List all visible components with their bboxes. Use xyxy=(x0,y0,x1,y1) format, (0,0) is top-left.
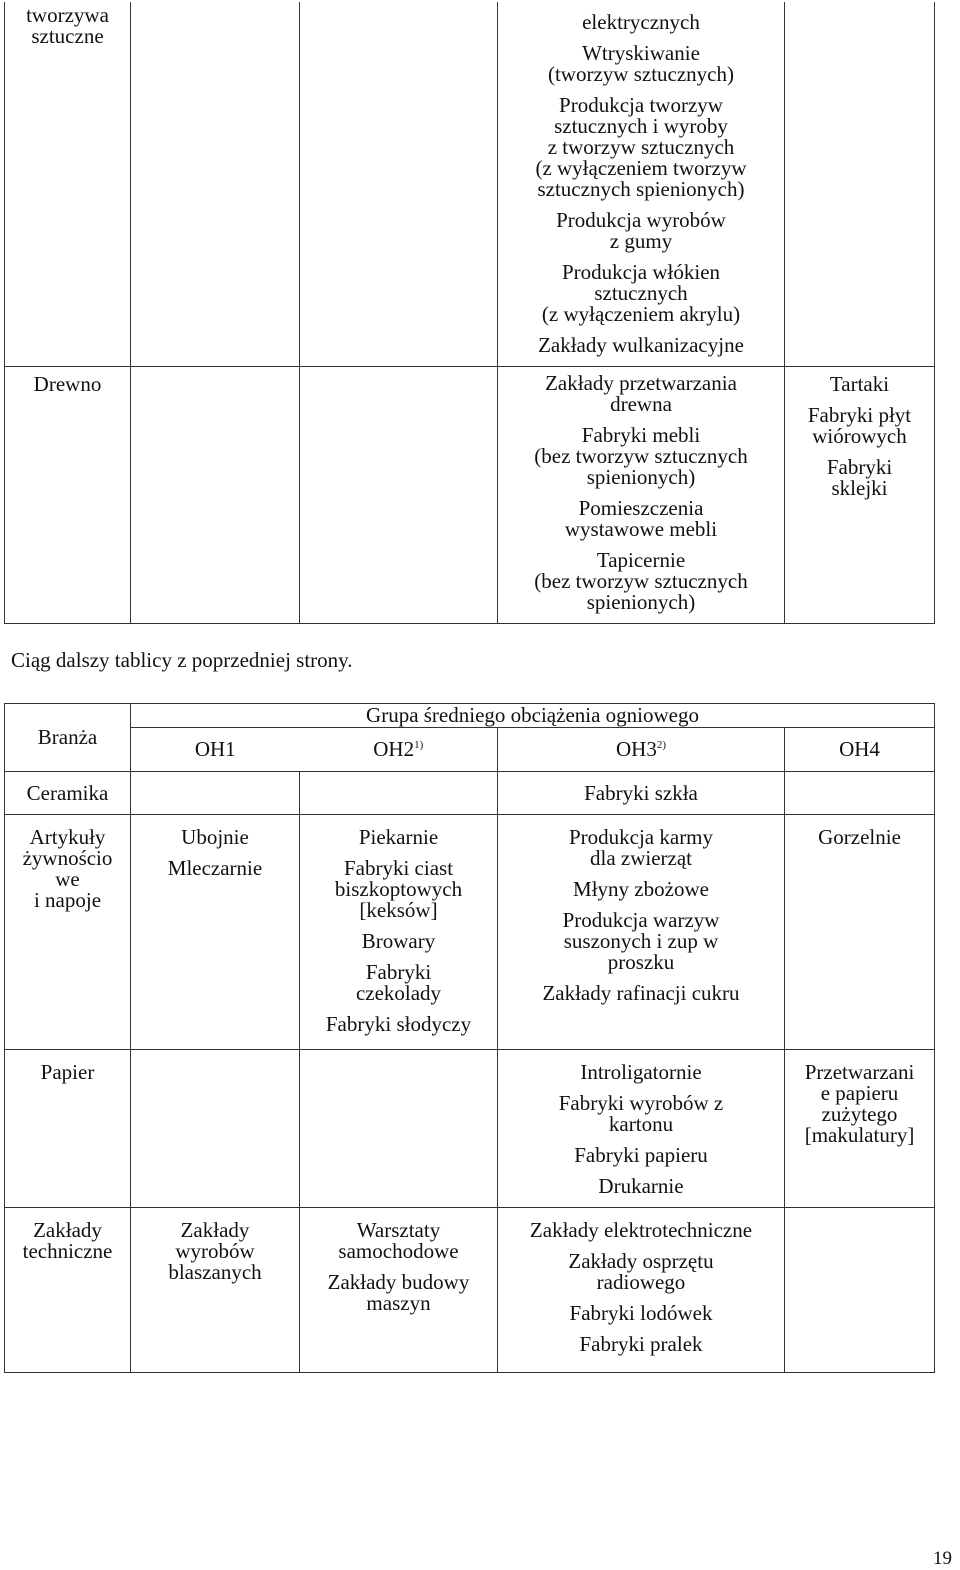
facility-entry-line: z tworzyw sztucznych xyxy=(547,135,735,159)
oh2-cell xyxy=(300,815,498,1050)
facility-entry-line: sztucznych spienionych) xyxy=(537,177,745,201)
table-row xyxy=(5,1050,935,1208)
facility-entry xyxy=(498,335,784,356)
oh1-header xyxy=(131,728,300,772)
facility-entry xyxy=(785,827,934,848)
facility-entry-line: kartonu xyxy=(608,1112,674,1136)
group-header xyxy=(131,704,935,728)
facility-entry-line: Fabryki słodyczy xyxy=(325,1012,472,1036)
table-caption: Ciąg dalszy tablicy z poprzedniej strony. xyxy=(11,648,353,672)
facility-entry xyxy=(785,457,934,499)
facility-entry-line: Fabryki papieru xyxy=(574,1143,708,1167)
facility-entry xyxy=(498,425,784,488)
oh1-cell xyxy=(131,1050,300,1208)
facility-entry xyxy=(498,1093,784,1135)
facility-entry-line: (bez tworzyw sztucznych xyxy=(534,444,748,468)
facility-entry-line: drewna xyxy=(610,392,672,416)
facility-entry-line: elektrycznych xyxy=(582,10,700,34)
oh4-cell xyxy=(785,815,935,1050)
facility-entry xyxy=(498,1251,784,1293)
facility-entry-line: Pomieszczenia xyxy=(578,496,704,520)
oh1-cell xyxy=(131,772,300,815)
facility-entry xyxy=(498,827,784,869)
facility-entry xyxy=(498,262,784,325)
oh4-cell xyxy=(785,1050,935,1208)
cell-text-line: techniczne xyxy=(22,1239,113,1263)
facility-entry xyxy=(131,858,299,879)
branza-cell xyxy=(5,367,131,624)
oh1-cell xyxy=(131,1208,300,1373)
facility-entry-line: Fabryki lodówek xyxy=(569,1301,713,1325)
facility-entry-line: Młyny zbożowe xyxy=(573,877,709,901)
facility-entry xyxy=(131,827,299,848)
oh3-cell xyxy=(498,1050,785,1208)
cell-text-line: sztuczne xyxy=(31,24,104,48)
oh1-cell xyxy=(131,367,300,624)
facility-entry xyxy=(300,858,497,921)
cell-text-line: żywnościo xyxy=(22,846,113,870)
facility-entry-line: e papieru xyxy=(820,1081,899,1105)
facility-entry-line: wiórowych xyxy=(812,424,907,448)
facility-entry-line: Produkcja wyrobów xyxy=(556,208,726,232)
facility-entry xyxy=(300,1272,497,1314)
facility-entry-line: Produkcja karmy xyxy=(568,825,714,849)
oh4-cell xyxy=(785,2,935,367)
oh4-cell xyxy=(785,772,935,815)
table-row xyxy=(5,815,935,1050)
oh2-header-label: OH2 xyxy=(373,737,415,761)
oh3-footnote-mark: 2) xyxy=(656,739,666,751)
table-row xyxy=(5,1208,935,1373)
facility-entry-line: Zakłady przetwarzania xyxy=(545,371,737,395)
oh3-header xyxy=(498,728,785,772)
facility-entry xyxy=(785,1062,934,1146)
facility-entry-line: czekolady xyxy=(355,981,442,1005)
facility-entry-line: Tartaki xyxy=(829,372,890,396)
facility-entry-line: z gumy xyxy=(609,229,673,253)
table-row xyxy=(5,2,935,367)
facility-entry-line: wystawowe mebli xyxy=(564,517,718,541)
facility-entry-line: Zakłady xyxy=(180,1218,250,1242)
facility-entry xyxy=(498,983,784,1004)
oh1-header-label: OH1 xyxy=(194,737,236,761)
facility-entry xyxy=(498,783,784,804)
facility-entry xyxy=(300,962,497,1004)
facility-entry xyxy=(131,1220,299,1283)
facility-entry-line: Zakłady osprzętu xyxy=(568,1249,714,1273)
facility-entry-line: proszku xyxy=(607,950,675,974)
facility-entry-line: Warsztaty xyxy=(356,1218,441,1242)
facility-entry xyxy=(498,43,784,85)
fire-load-table xyxy=(4,703,935,1373)
facility-entry-line: [makulatury] xyxy=(804,1123,915,1147)
facility-entry-line: biszkoptowych xyxy=(334,877,463,901)
cell-text-line: Artykuły xyxy=(29,825,106,849)
facility-entry xyxy=(498,1303,784,1324)
branza-cell xyxy=(5,772,131,815)
facility-entry-line: (z wyłączeniem tworzyw xyxy=(535,156,747,180)
facility-entry-line: Produkcja tworzyw xyxy=(559,93,723,117)
oh4-header xyxy=(785,728,935,772)
facility-entry-line: Przetwarzani xyxy=(804,1060,915,1084)
facility-entry-line: Zakłady budowy xyxy=(327,1270,470,1294)
facility-entry-line: Fabryki pralek xyxy=(579,1332,703,1356)
oh2-cell xyxy=(300,2,498,367)
facility-entry xyxy=(300,827,497,848)
facility-entry-line: sklejki xyxy=(831,476,888,500)
oh3-cell xyxy=(498,815,785,1050)
branza-cell xyxy=(5,1208,131,1373)
facility-entry xyxy=(785,405,934,447)
oh2-cell xyxy=(300,367,498,624)
cell-text-line: Papier xyxy=(40,1060,95,1084)
facility-entry-line: Introligatornie xyxy=(580,1060,702,1084)
header-row xyxy=(5,728,935,772)
facility-entry xyxy=(498,498,784,540)
branza-cell xyxy=(5,1050,131,1208)
facility-entry xyxy=(498,910,784,973)
oh2-header xyxy=(300,728,498,772)
facility-entry-line: Tapicernie xyxy=(596,548,686,572)
facility-entry-line: Produkcja warzyw xyxy=(562,908,720,932)
oh4-cell xyxy=(785,367,935,624)
cell-text-line: tworzywa xyxy=(26,3,109,27)
table-row xyxy=(5,367,935,624)
facility-entry-line: Browary xyxy=(361,929,436,953)
branza-header xyxy=(5,704,131,772)
facility-entry-line: blaszanych xyxy=(168,1260,262,1284)
facility-entry xyxy=(498,1220,784,1241)
oh3-cell xyxy=(498,367,785,624)
facility-entry xyxy=(300,931,497,952)
facility-entry xyxy=(785,374,934,395)
facility-entry-line: (tworzyw sztucznych) xyxy=(547,62,734,86)
facility-entry-line: Fabryki xyxy=(365,960,432,984)
facility-entry xyxy=(498,550,784,613)
facility-entry xyxy=(300,1220,497,1262)
facility-entry xyxy=(498,1145,784,1166)
facility-entry-line: Mleczarnie xyxy=(167,856,263,880)
facility-entry xyxy=(498,1062,784,1083)
oh2-cell xyxy=(300,1208,498,1373)
oh1-cell xyxy=(131,815,300,1050)
cell-text-line: Drewno xyxy=(33,372,102,396)
group-header-label: Grupa średniego obciążenia ogniowego xyxy=(366,703,699,727)
facility-entry-line: samochodowe xyxy=(338,1239,459,1263)
oh3-header-label: OH3 xyxy=(615,737,657,761)
table-row xyxy=(5,772,935,815)
facility-entry-line: Fabryki xyxy=(826,455,893,479)
facility-entry-line: Produkcja włókien xyxy=(561,260,721,284)
branza-cell xyxy=(5,815,131,1050)
facility-entry-line: radiowego xyxy=(596,1270,686,1294)
facility-entry-line: Gorzelnie xyxy=(818,825,901,849)
facility-entry-line: (bez tworzyw sztucznych xyxy=(534,569,748,593)
facility-entry-line: spienionych) xyxy=(586,590,696,614)
facility-entry-line: wyrobów xyxy=(175,1239,255,1263)
oh3-cell xyxy=(498,1208,785,1373)
facility-entry-line: Zakłady rafinacji cukru xyxy=(542,981,740,1005)
oh3-cell xyxy=(498,2,785,367)
facility-entry-line: Fabryki wyrobów z xyxy=(558,1091,724,1115)
facility-entry xyxy=(300,1014,497,1035)
facility-entry-line: Zakłady wulkanizacyjne xyxy=(538,333,744,357)
facility-entry-line: dla zwierząt xyxy=(589,846,693,870)
oh4-cell xyxy=(785,1208,935,1373)
header-row xyxy=(5,704,935,728)
facility-entry xyxy=(498,210,784,252)
facility-entry-line: Piekarnie xyxy=(358,825,439,849)
cell-text-line: i napoje xyxy=(33,888,102,912)
facility-entry-line: Fabryki płyt xyxy=(807,403,912,427)
facility-entry-line: Zakłady elektrotechniczne xyxy=(529,1218,753,1242)
facility-entry-line: suszonych i zup w xyxy=(563,929,719,953)
oh2-cell xyxy=(300,1050,498,1208)
facility-entry-line: maszyn xyxy=(366,1291,431,1315)
facility-entry-line: [keksów] xyxy=(359,898,438,922)
cell-text-line: Ceramika xyxy=(26,781,109,805)
facility-entry-line: Drukarnie xyxy=(598,1174,684,1198)
oh2-footnote-mark: 1) xyxy=(414,739,424,751)
facility-entry-line: spienionych) xyxy=(586,465,696,489)
facility-entry xyxy=(498,373,784,415)
facility-entry-line: sztucznych xyxy=(594,281,688,305)
facility-entry-line: Fabryki ciast xyxy=(343,856,454,880)
facility-entry xyxy=(498,1176,784,1197)
branza-header-label: Branża xyxy=(37,725,98,749)
oh2-cell xyxy=(300,772,498,815)
facility-entry xyxy=(498,12,784,33)
facility-entry-line: (z wyłączeniem akrylu) xyxy=(541,302,741,326)
facility-entry-line: zużytego xyxy=(821,1102,898,1126)
facility-entry-line: Ubojnie xyxy=(181,825,249,849)
facility-entry-line: Wtryskiwanie xyxy=(582,41,700,65)
oh4-header-label: OH4 xyxy=(839,737,880,761)
facility-entry-line: Fabryki mebli xyxy=(581,423,701,447)
facility-entry-line: sztucznych i wyroby xyxy=(554,114,728,138)
facility-entry xyxy=(498,879,784,900)
page-number: 19 xyxy=(933,1548,952,1569)
cell-text-line: we xyxy=(55,867,80,891)
facility-entry xyxy=(498,95,784,200)
oh1-cell xyxy=(131,2,300,367)
facility-entry xyxy=(498,1334,784,1355)
cell-text-line: Zakłady xyxy=(33,1218,102,1242)
branza-cell xyxy=(5,2,131,367)
facility-entry-line: Fabryki szkła xyxy=(584,781,698,805)
oh3-cell xyxy=(498,772,785,815)
fire-load-table-top xyxy=(4,2,935,624)
